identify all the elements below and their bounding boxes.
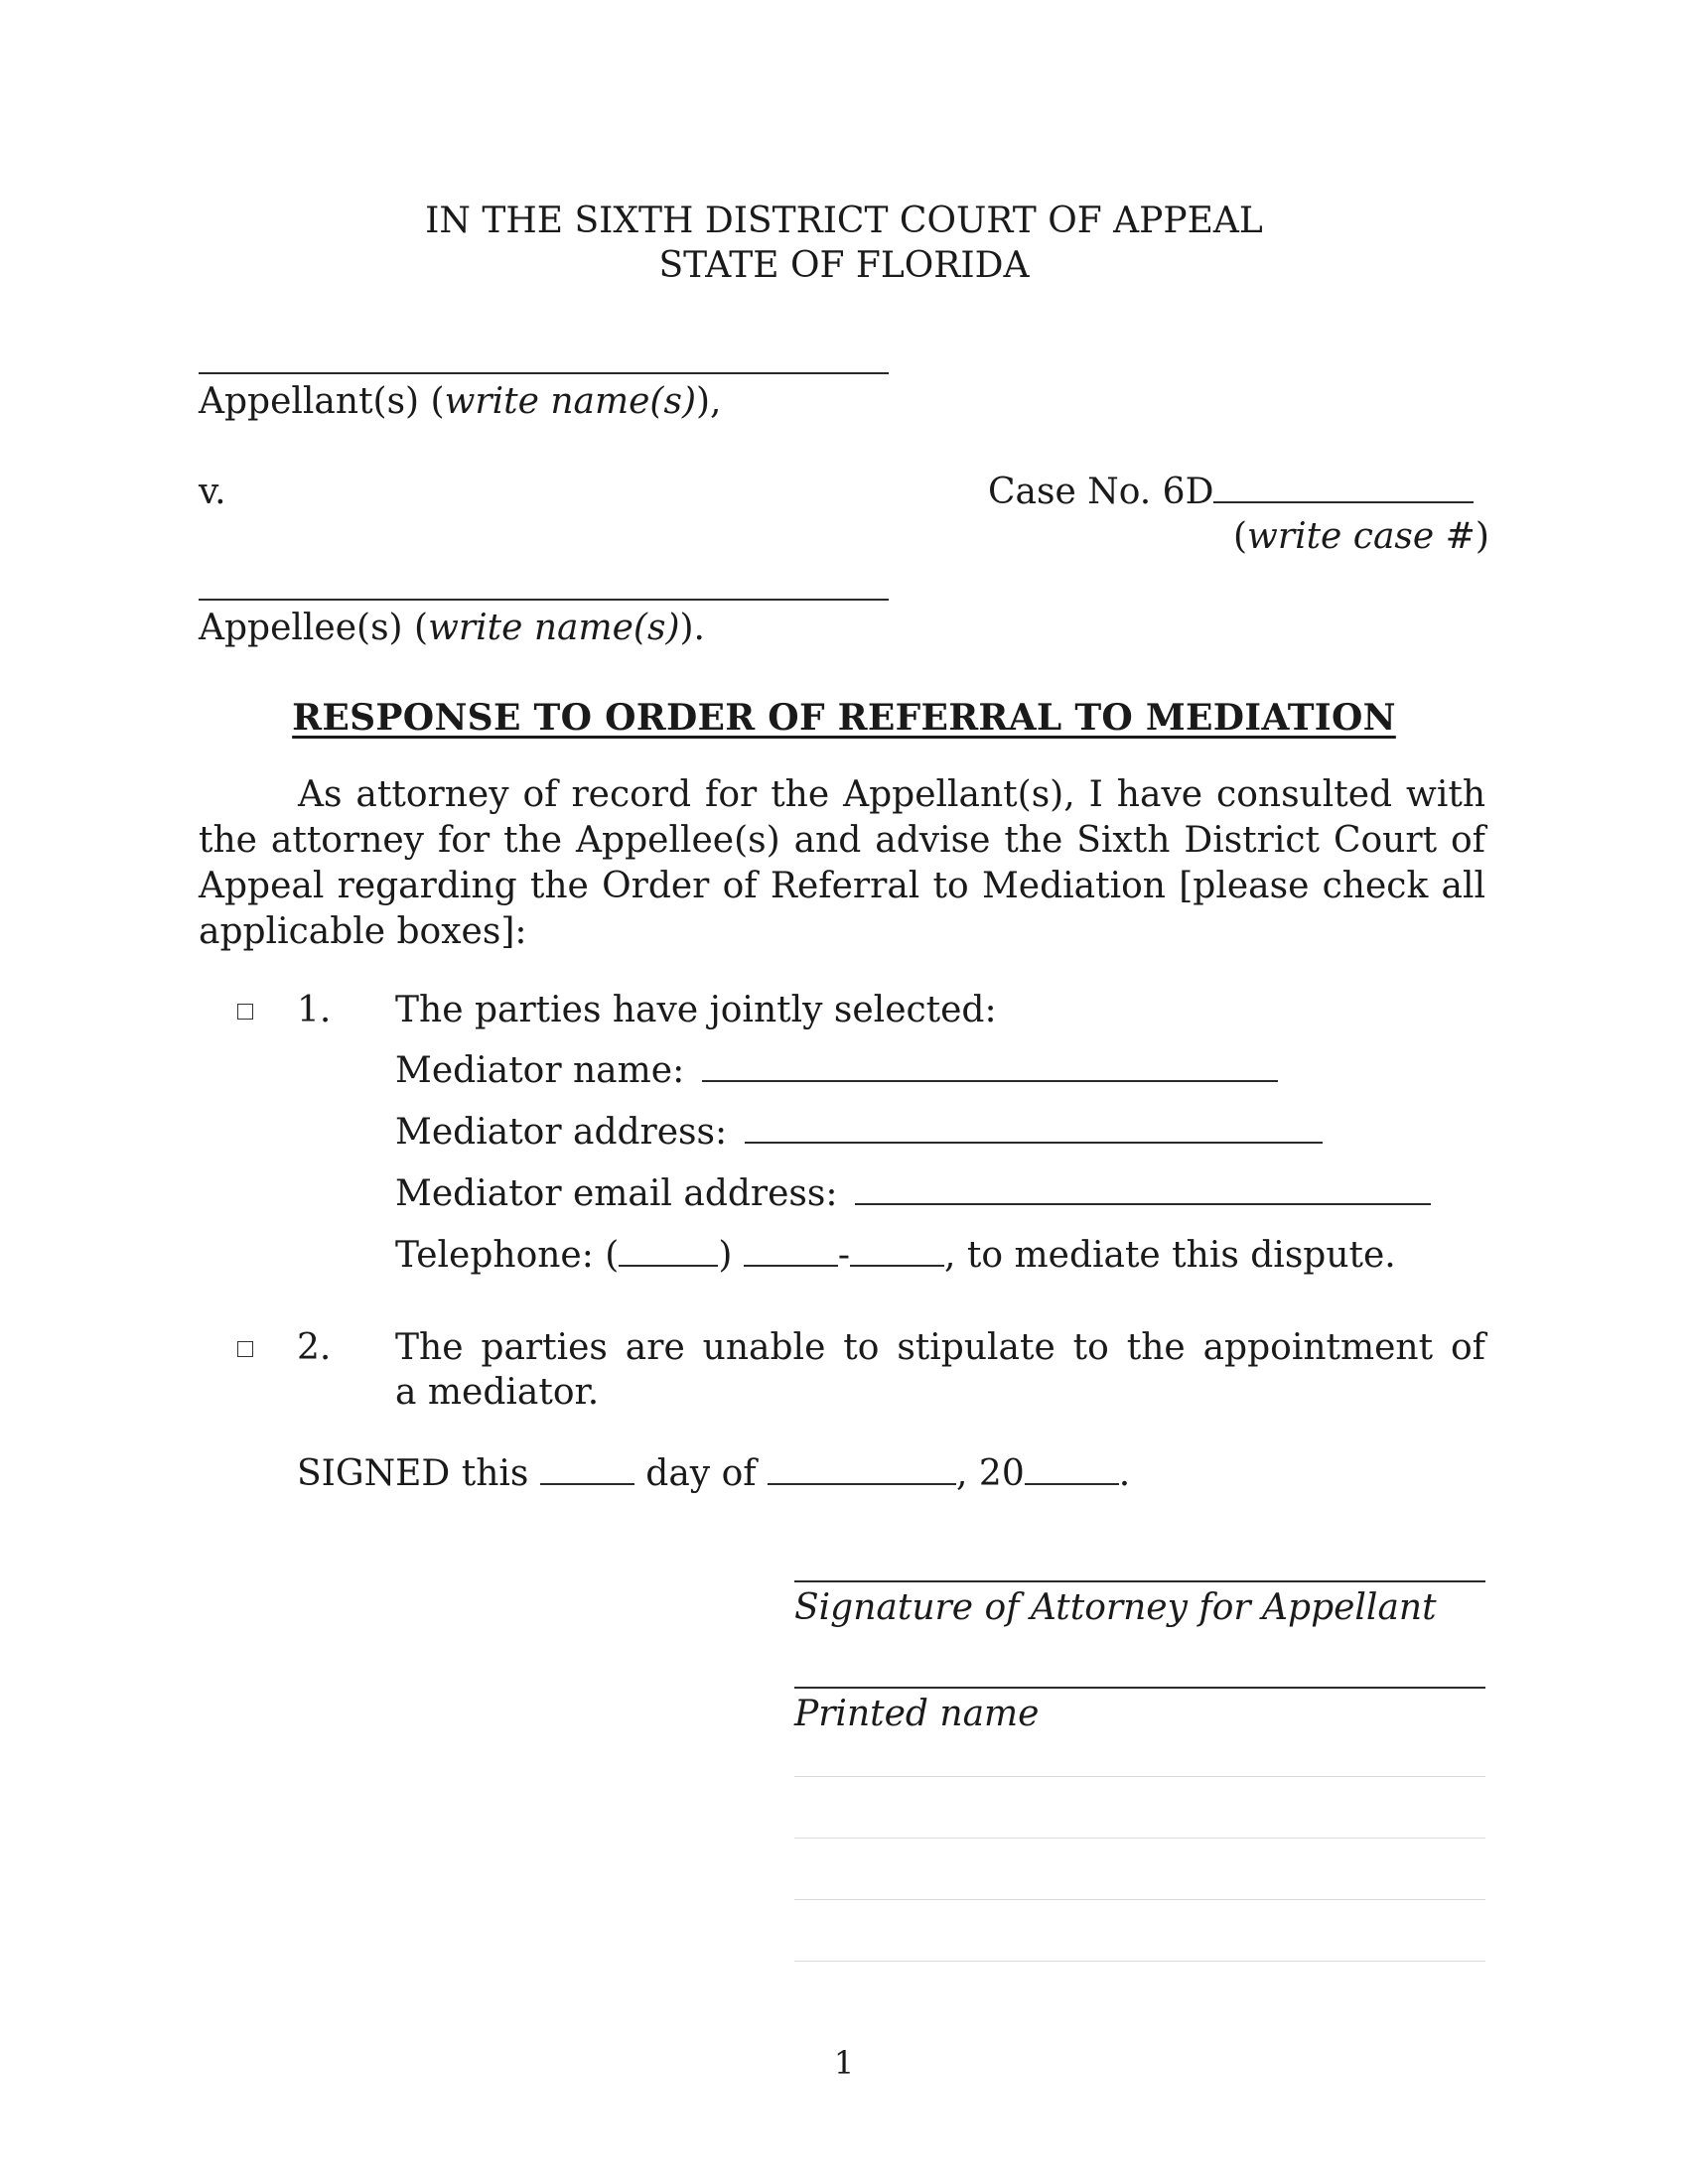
case-number: Case No. 6D <box>988 470 1474 515</box>
signed-day-field[interactable] <box>540 1453 634 1485</box>
case-hint: (write case #) <box>1233 516 1489 557</box>
mediator-email-label: Mediator email address: <box>395 1173 838 1214</box>
signature-label: Signature of Attorney for Appellant <box>794 1587 1437 1628</box>
appellee-label: Appellee(s) (write name(s)). <box>199 608 705 648</box>
signed-date-row: SIGNED this day of , 20 . <box>297 1453 1131 1494</box>
printed-name-line[interactable] <box>794 1687 1485 1689</box>
court-name: IN THE SIXTH DISTRICT COURT OF APPEAL <box>425 201 1263 241</box>
appellee-name-line[interactable] <box>199 599 889 601</box>
document-title: RESPONSE TO ORDER OF REFERRAL TO MEDIATION <box>292 697 1396 739</box>
option-1-checkbox[interactable] <box>237 1004 253 1020</box>
appellant-label: Appellant(s) (write name(s)), <box>199 381 722 422</box>
option-1-text: The parties have jointly selected: <box>395 990 997 1030</box>
state-name: STATE OF FLORIDA <box>658 245 1030 286</box>
mediator-name-label: Mediator name: <box>395 1050 685 1091</box>
telephone-area-code-field[interactable] <box>619 1235 718 1267</box>
mediator-email-field[interactable] <box>855 1173 1431 1205</box>
telephone-prefix-field[interactable] <box>744 1235 838 1267</box>
telephone-row: Telephone: ( ) - , to mediate this dispute. <box>395 1235 1396 1276</box>
address-line-4[interactable] <box>794 1961 1485 1962</box>
option-2-text-line-1: The parties are unable to stipulate to the appointment of <box>395 1327 1485 1368</box>
appellant-name-line[interactable] <box>199 372 889 374</box>
mediator-name-field[interactable] <box>702 1050 1278 1082</box>
mediator-address-field[interactable] <box>745 1112 1323 1144</box>
address-line-2[interactable] <box>794 1838 1485 1839</box>
address-line-1[interactable] <box>794 1776 1485 1777</box>
mediator-email-row <box>395 1171 1431 1217</box>
case-number-blank[interactable] <box>1213 472 1474 503</box>
telephone-line-field[interactable] <box>850 1235 944 1267</box>
telephone-label: Telephone: ( <box>395 1235 620 1276</box>
versus: v. <box>199 472 226 512</box>
mediator-address-row <box>395 1110 1323 1156</box>
mediator-address-label: Mediator address: <box>395 1112 728 1153</box>
signed-year-field[interactable] <box>1025 1453 1119 1485</box>
address-line-3[interactable] <box>794 1899 1485 1900</box>
option-1-number: 1. <box>297 990 332 1030</box>
printed-name-label: Printed name <box>794 1694 1040 1734</box>
signed-month-field[interactable] <box>768 1453 956 1485</box>
intro-paragraph: As attorney of record for the Appellant(s), I have consulted with the attorney for the Appellee(s) and advise the Sixth District Court of Appeal regarding the Order of Referral to Mediation [please check all applicable boxes]: <box>199 774 1485 952</box>
signature-line[interactable] <box>794 1580 1485 1582</box>
option-2-text-line-2: a mediator. <box>395 1372 600 1413</box>
option-2-checkbox[interactable] <box>237 1341 253 1357</box>
option-2-number: 2. <box>297 1327 332 1368</box>
mediator-name-row <box>395 1048 1278 1094</box>
page-number: 1 <box>833 2044 855 2082</box>
